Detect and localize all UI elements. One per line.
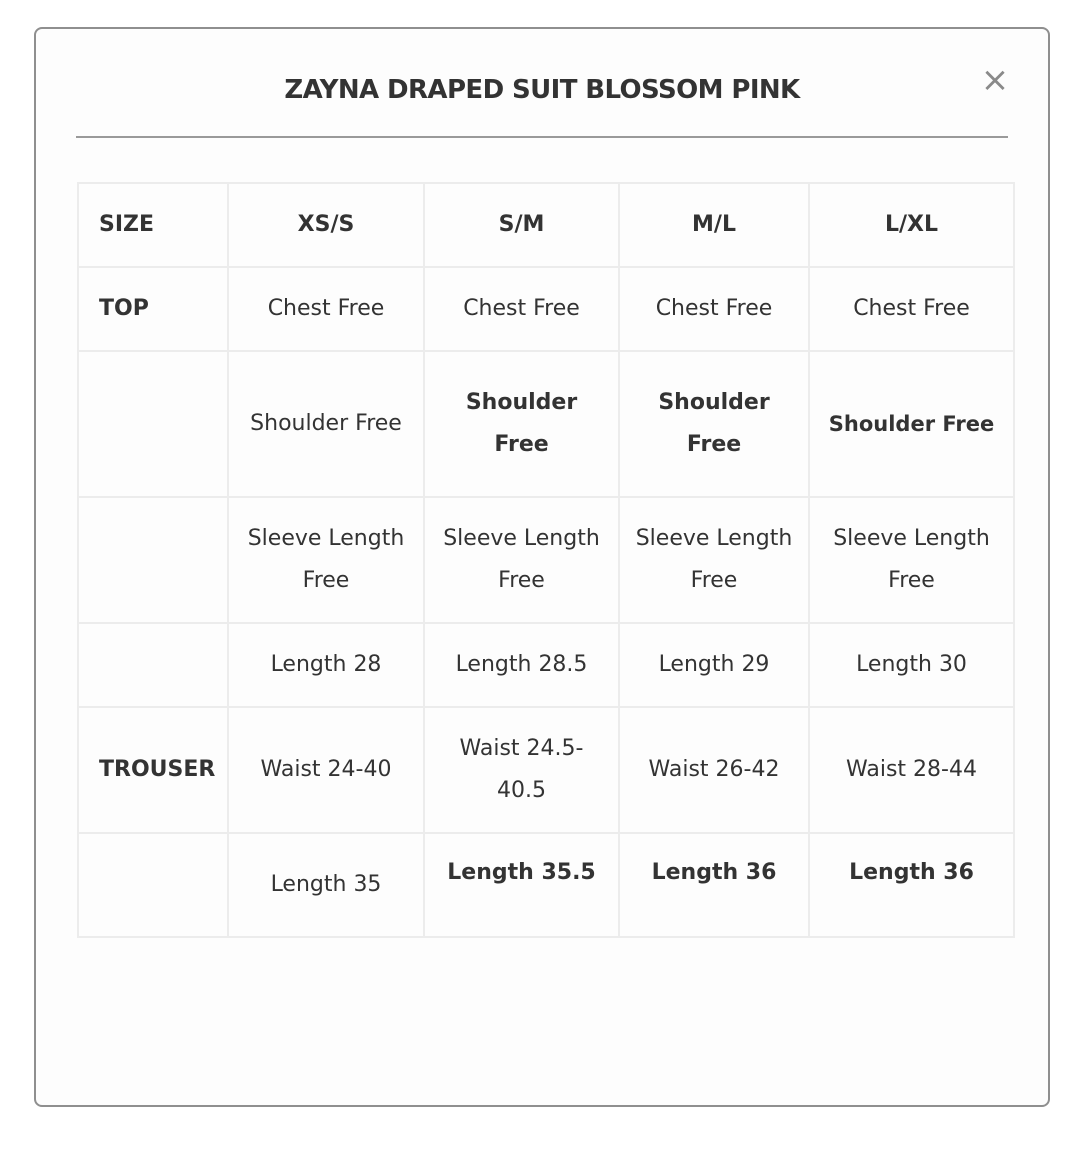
- header-size-xs-s: XS/S: [228, 183, 424, 267]
- header-size-m-l: M/L: [619, 183, 809, 267]
- table-row: [78, 707, 1014, 833]
- row-label: [78, 351, 228, 497]
- close-icon[interactable]: ×: [980, 60, 1010, 100]
- table-cell: Length 28.5: [424, 623, 619, 707]
- table-cell: Length 36: [619, 833, 809, 937]
- table-cell: Length 30: [809, 623, 1014, 707]
- table-cell: Chest Free: [424, 267, 619, 351]
- title-divider: [76, 136, 1008, 138]
- row-label: [78, 623, 228, 707]
- row-label: [78, 833, 228, 937]
- size-chart-table: [77, 182, 1015, 938]
- table-cell: Sleeve Length Free: [228, 497, 424, 623]
- table-row: [78, 623, 1014, 707]
- table-row: [78, 267, 1014, 351]
- table-cell: Shoulder Free: [424, 351, 619, 497]
- table-cell: Chest Free: [619, 267, 809, 351]
- table-cell: Waist 24.5-40.5: [424, 707, 619, 833]
- row-label: [78, 497, 228, 623]
- table-row: [78, 351, 1014, 497]
- table-cell: Sleeve Length Free: [424, 497, 619, 623]
- header-size-s-m: S/M: [424, 183, 619, 267]
- row-label: TOP: [78, 267, 228, 351]
- table-cell: Length 35: [228, 833, 424, 937]
- table-cell: Shoulder Free: [228, 351, 424, 497]
- header-size-label: SIZE: [78, 183, 228, 267]
- table-cell: Length 35.5: [424, 833, 619, 937]
- table-row: [78, 497, 1014, 623]
- table-cell: Sleeve Length Free: [809, 497, 1014, 623]
- modal-title: ZAYNA DRAPED SUIT BLOSSOM PINK: [284, 75, 800, 105]
- table-cell: Chest Free: [809, 267, 1014, 351]
- table-cell: Shoulder Free: [619, 351, 809, 497]
- table-cell: Waist 24-40: [228, 707, 424, 833]
- size-chart-modal: [34, 27, 1050, 1107]
- table-cell: Waist 28-44: [809, 707, 1014, 833]
- table-cell: Length 29: [619, 623, 809, 707]
- table-row: [78, 833, 1014, 937]
- table-cell: Chest Free: [228, 267, 424, 351]
- table-header-row: [78, 183, 1014, 267]
- table-cell: Sleeve Length Free: [619, 497, 809, 623]
- table-cell: Length 36: [809, 833, 1014, 937]
- table-cell: Length 28: [228, 623, 424, 707]
- header-size-l-xl: L/XL: [809, 183, 1014, 267]
- table-cell: Shoulder Free: [809, 351, 1014, 497]
- table-cell: Waist 26-42: [619, 707, 809, 833]
- row-label: TROUSER: [78, 707, 228, 833]
